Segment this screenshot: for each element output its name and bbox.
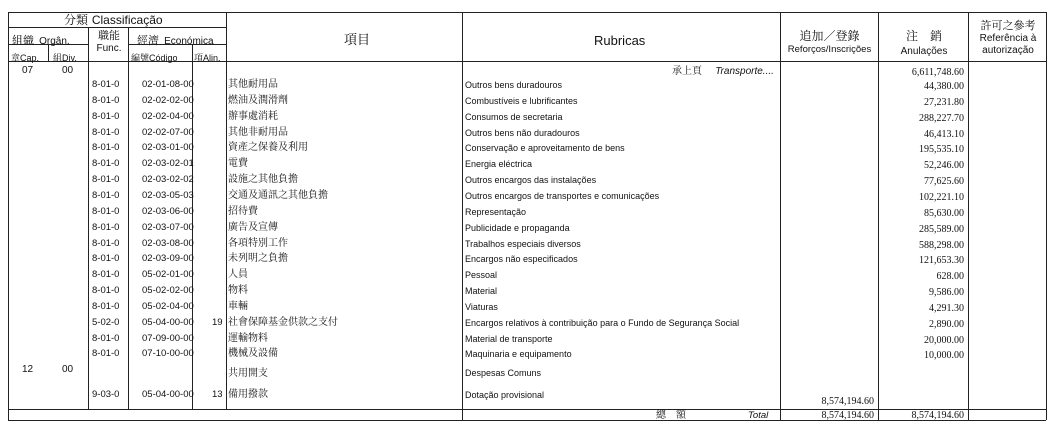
row-anulacoes: 10,000.00 xyxy=(924,350,964,361)
rule-top xyxy=(8,12,1046,13)
rule-v-rubricas xyxy=(780,12,781,420)
row-pt: Outros encargos das instalações xyxy=(465,175,597,185)
organica-zh: 組織 xyxy=(12,34,34,47)
row-pt: Outros bens duradouros xyxy=(465,80,563,90)
total-reforcos: 8,574,194.60 xyxy=(821,410,874,421)
row-zh: 各項特別工作 xyxy=(228,238,288,249)
codigo-zh: 編號 xyxy=(131,54,150,64)
transport-pt: Transporte.... xyxy=(715,66,774,77)
row-func: 8-01-0 xyxy=(92,158,120,169)
total-label-pt: Total xyxy=(748,410,769,421)
last-code: 05-04-00-00 xyxy=(142,389,194,400)
last-zh: 備用撥款 xyxy=(228,389,268,400)
row-func: 8-01-0 xyxy=(92,348,120,359)
row-anulacoes: 2,890.00 xyxy=(929,319,964,330)
rubricas-header: Rubricas xyxy=(594,33,646,48)
row-pt: Outros encargos de transportes e comunicações xyxy=(465,191,660,201)
row-anulacoes: 4,291.30 xyxy=(929,303,964,314)
row-pt: Trabalhos especiais diversos xyxy=(465,239,581,249)
row-func: 8-01-0 xyxy=(92,111,120,122)
total-label-zh: 總 額 xyxy=(656,410,686,421)
row-code: 02-03-05-03 xyxy=(142,190,194,201)
group-div: 00 xyxy=(62,65,74,76)
rule-v-alin xyxy=(226,12,227,410)
total-anulacoes: 8,574,194.60 xyxy=(911,410,964,421)
row-code: 02-02-07-00 xyxy=(142,127,194,138)
rule-v-org xyxy=(88,27,89,410)
row-func: 8-01-0 xyxy=(92,127,120,138)
row-anulacoes: 85,630.00 xyxy=(924,208,964,219)
div-pt: Div. xyxy=(62,53,77,63)
row-zh: 資產之保養及利用 xyxy=(228,142,308,153)
row-anulacoes: 102,221.10 xyxy=(919,192,964,203)
row-code: 02-02-04-00 xyxy=(142,111,194,122)
funcional-header xyxy=(96,30,122,54)
row-pt: Publicidade e propaganda xyxy=(465,223,570,233)
rule-v-right xyxy=(1046,12,1047,420)
row-zh: 設施之其他負擔 xyxy=(228,174,298,185)
alin-pt: Alin. xyxy=(203,53,221,63)
cap-header xyxy=(11,48,39,64)
row-code: 05-02-01-00 xyxy=(142,269,194,280)
transport-label xyxy=(672,67,774,77)
row-anulacoes: 20,000.00 xyxy=(924,335,964,346)
rule-v-func xyxy=(128,27,129,410)
row-anulacoes: 44,380.00 xyxy=(924,81,964,92)
classification-header xyxy=(64,14,163,26)
row-pt: Material de transporte xyxy=(465,334,553,344)
common-zh: 共用開支 xyxy=(228,368,268,379)
codigo-pt: Código xyxy=(149,53,178,63)
economica-pt: Económica xyxy=(164,36,214,47)
autorizacao-zh: 許可之參考 xyxy=(980,19,1036,32)
reforcos-pt: Reforços/Inscrições xyxy=(787,44,872,55)
row-code: 02-03-07-00 xyxy=(142,222,194,233)
autorizacao-pt2: autorização xyxy=(982,45,1034,56)
row-pt: Combustíveis e lubrificantes xyxy=(465,96,578,106)
row-pt: Representação xyxy=(465,207,527,217)
row-zh: 招待費 xyxy=(228,206,258,217)
row-func: 8-01-0 xyxy=(92,206,120,217)
div-header xyxy=(53,48,77,64)
items-header: 項目 xyxy=(344,33,371,48)
row-anulacoes: 628.00 xyxy=(936,271,964,282)
rule-header-sub1 xyxy=(8,27,226,28)
row-zh: 燃油及潤滑劑 xyxy=(228,95,288,106)
row-zh: 其他非耐用品 xyxy=(228,127,288,138)
row-anulacoes: 588,298.00 xyxy=(919,240,964,251)
anulacoes-header xyxy=(880,30,968,57)
row-func: 8-01-0 xyxy=(92,269,120,280)
row-func: 8-01-0 xyxy=(92,238,120,249)
row-func: 8-01-0 xyxy=(92,285,120,296)
row-func: 8-01-0 xyxy=(92,95,120,106)
row-pt: Encargos relativos à contribuição para o Fundo de Segurança Social xyxy=(465,318,740,328)
row-zh: 電費 xyxy=(228,158,248,169)
rule-v-reforcos xyxy=(878,12,879,420)
row-func: 8-01-0 xyxy=(92,174,120,185)
row-code: 02-03-02-01 xyxy=(142,158,194,169)
anulacoes-zh: 注 銷 xyxy=(905,29,942,43)
row-func: 8-01-0 xyxy=(92,222,120,233)
row-pt: Maquinaria e equipamento xyxy=(465,349,572,359)
economica-header xyxy=(137,31,214,47)
row-code: 07-09-00-00 xyxy=(142,333,194,344)
row-zh: 其他耐用品 xyxy=(228,79,278,90)
row-pt: Outros bens não duradouros xyxy=(465,128,580,138)
row-func: 8-01-0 xyxy=(92,190,120,201)
rule-v-anul xyxy=(968,12,969,420)
row-anulacoes: 288,227.70 xyxy=(919,113,964,124)
rule-total-top xyxy=(8,409,1046,410)
row-func: 8-01-0 xyxy=(92,301,120,312)
row-anulacoes: 27,231.80 xyxy=(924,97,964,108)
group-div: 00 xyxy=(62,364,74,375)
row-anulacoes: 9,586.00 xyxy=(929,287,964,298)
last-reforcos: 8,574,194.60 xyxy=(821,396,874,407)
reforcos-zh: 追加／登錄 xyxy=(799,29,860,43)
row-code: 05-02-02-00 xyxy=(142,285,194,296)
row-zh: 辦事處消耗 xyxy=(228,111,278,122)
row-func: 8-01-0 xyxy=(92,253,120,264)
row-anulacoes: 195,535.10 xyxy=(919,144,964,155)
row-func: 8-01-0 xyxy=(92,142,120,153)
row-pt: Viaturas xyxy=(465,302,498,312)
row-pt: Conservação e aproveitamento de bens xyxy=(465,143,625,153)
row-pt: Pessoal xyxy=(465,270,498,280)
classification-zh: 分類 xyxy=(64,13,89,27)
row-alin: 19 xyxy=(212,317,223,328)
row-zh: 運輸物料 xyxy=(228,333,268,344)
last-pt: Dotação provisional xyxy=(465,390,545,400)
alin-zh: 項 xyxy=(194,54,204,64)
reforcos-header xyxy=(782,30,877,55)
row-code: 02-03-02-02 xyxy=(142,174,194,185)
row-pt: Encargos não especificados xyxy=(465,254,578,264)
row-anulacoes: 46,413.10 xyxy=(924,129,964,140)
row-zh: 物料 xyxy=(228,285,248,296)
row-code: 02-02-02-00 xyxy=(142,95,194,106)
rule-v-left xyxy=(8,12,9,420)
div-zh: 組 xyxy=(53,54,63,64)
row-code: 05-02-04-00 xyxy=(142,301,194,312)
row-anulacoes: 285,589.00 xyxy=(919,224,964,235)
last-func: 9-03-0 xyxy=(92,389,120,400)
transport-anulacoes: 6,611,748.60 xyxy=(911,67,964,78)
row-anulacoes: 121,653.30 xyxy=(919,255,964,266)
alin-header xyxy=(194,48,221,64)
cap-zh: 章 xyxy=(11,54,21,64)
anulacoes-pt: Anulações xyxy=(900,46,948,57)
row-code: 02-03-01-00 xyxy=(142,142,194,153)
funcional-pt: Func. xyxy=(96,43,122,54)
row-code: 02-03-06-00 xyxy=(142,206,194,217)
row-pt: Material xyxy=(465,286,498,296)
row-func: 8-01-0 xyxy=(92,79,120,90)
row-code: 02-03-08-00 xyxy=(142,238,194,249)
row-zh: 交通及通訊之其他負擔 xyxy=(228,190,328,201)
row-pt: Energia eléctrica xyxy=(465,159,533,169)
row-func: 8-01-0 xyxy=(92,333,120,344)
cap-pt: Cap. xyxy=(20,53,40,63)
economica-zh: 經濟 xyxy=(137,34,159,47)
row-zh: 人員 xyxy=(228,269,248,280)
classification-pt: Classificação xyxy=(91,13,163,27)
codigo-header xyxy=(131,48,178,64)
group-cap: 07 xyxy=(22,65,34,76)
row-code: 05-04-00-00 xyxy=(142,317,194,328)
row-func: 5-02-0 xyxy=(92,317,120,328)
row-zh: 機械及設備 xyxy=(228,348,278,359)
group-cap: 12 xyxy=(22,364,34,375)
row-code: 02-03-09-00 xyxy=(142,253,194,264)
common-pt: Despesas Comuns xyxy=(465,368,542,378)
row-code: 02-01-08-00 xyxy=(142,79,194,90)
row-zh: 社會保障基金供款之支付 xyxy=(228,317,338,328)
row-anulacoes: 77,625.60 xyxy=(924,176,964,187)
organica-header xyxy=(12,31,70,47)
row-code: 07-10-00-00 xyxy=(142,348,194,359)
row-zh: 未列明之負擔 xyxy=(228,253,288,264)
autorizacao-header xyxy=(970,20,1046,56)
row-pt: Consumos de secretaria xyxy=(465,112,563,122)
organica-pt: Orgân. xyxy=(39,36,70,47)
row-zh: 廣告及宣傳 xyxy=(228,222,278,233)
row-anulacoes: 52,246.00 xyxy=(924,160,964,171)
transport-zh: 承上頁 xyxy=(672,66,702,77)
last-alin: 13 xyxy=(212,389,223,400)
rule-v-items xyxy=(462,12,463,420)
autorizacao-pt1: Referência à xyxy=(979,33,1037,44)
row-zh: 車輛 xyxy=(228,301,248,312)
funcional-zh: 職能 xyxy=(98,29,120,42)
